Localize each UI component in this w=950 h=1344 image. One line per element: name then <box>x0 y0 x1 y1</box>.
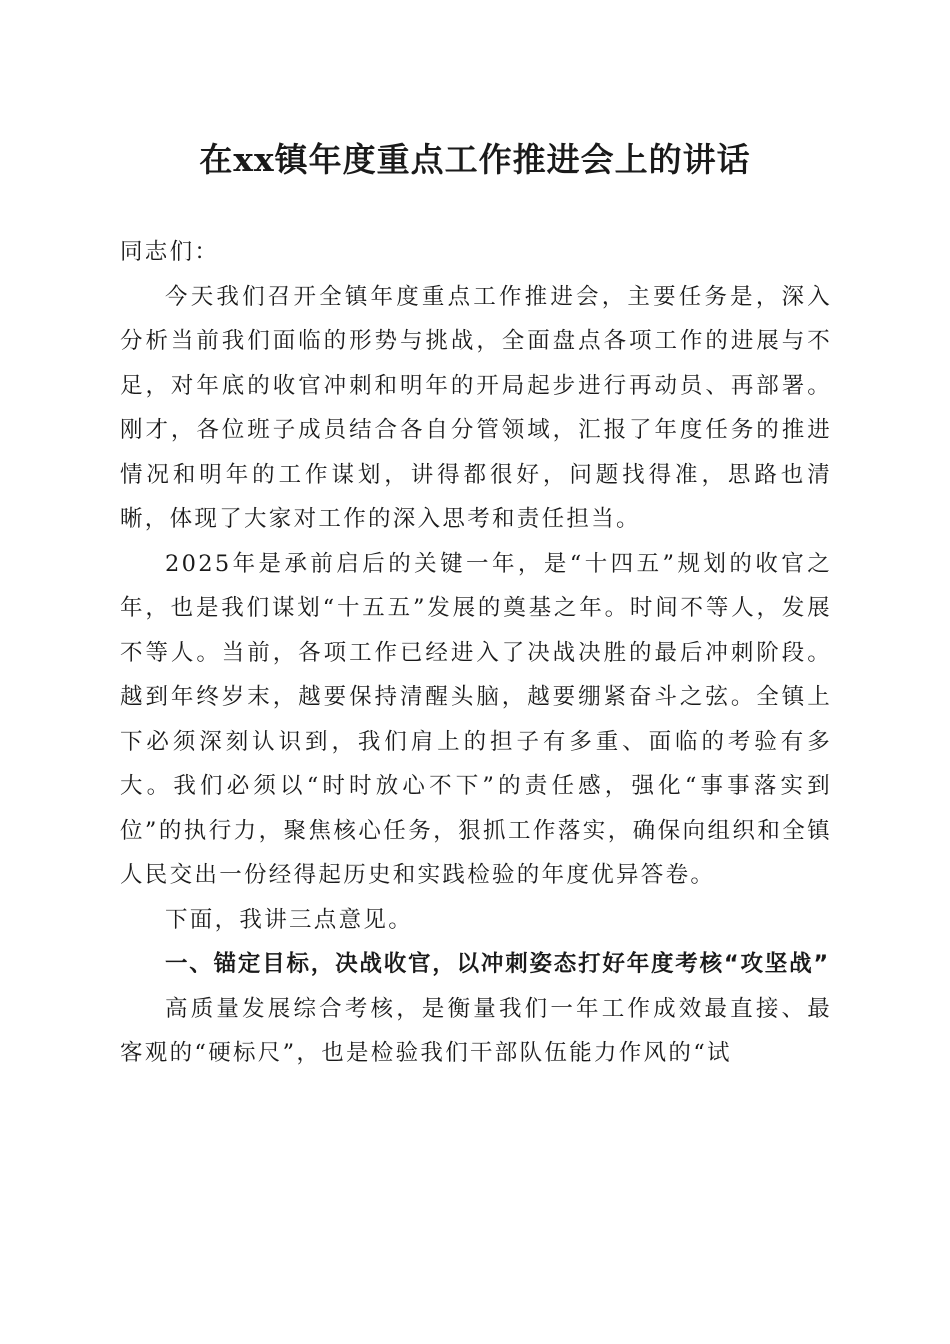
document-body <box>120 230 832 1076</box>
section-heading-1: 一、锚定目标，决战收官，以冲刺姿态打好年度考核“攻坚战” <box>165 951 830 977</box>
paragraph-section-1: 高质量发展综合考核，是衡量我们一年工作成效最直接、最客观的“硬标尺”，也是检验我们干部队伍能力作风的“试 <box>120 995 832 1066</box>
salutation: 同志们： <box>120 239 220 265</box>
document-title: 在xx镇年度重点工作推进会上的讲话 <box>199 140 751 179</box>
paragraph-opening: 今天我们召开全镇年度重点工作推进会，主要任务是，深入分析当前我们面临的形势与挑战，全面盘点各项工作的进展与不足，对年底的收官冲刺和明年的开局起步进行再动员、再部署。刚才，各位班子成员结合各自分管领域，汇报了年度任务的推进情况和明年的工作谋划，讲得都很好，问题找得准，思路也清晰，体现了大家对工作的深入思考和责任担当。 <box>120 283 832 532</box>
paragraph-transition: 下面，我讲三点意见。 <box>165 906 414 933</box>
paragraph-context: 2025年是承前启后的关键一年，是“十四五”规划的收官之年，也是我们谋划“十五五”发展的奠基之年。时间不等人，发展不等人。当前，各项工作已经进入了决战决胜的最后冲刺阶段。越到年终岁末，越要保持清醒头脑，越要绷紧奋斗之弦。全镇上下必须深刻认识到，我们肩上的担子有多重、面临的考验有多大。我们必须以“时时放心不下”的责任感，强化“事事落实到位”的执行力，聚焦核心任务，狠抓工作落实，确保向组织和全镇人民交出一份经得起历史和实践检验的年度优异答卷。 <box>120 550 832 888</box>
